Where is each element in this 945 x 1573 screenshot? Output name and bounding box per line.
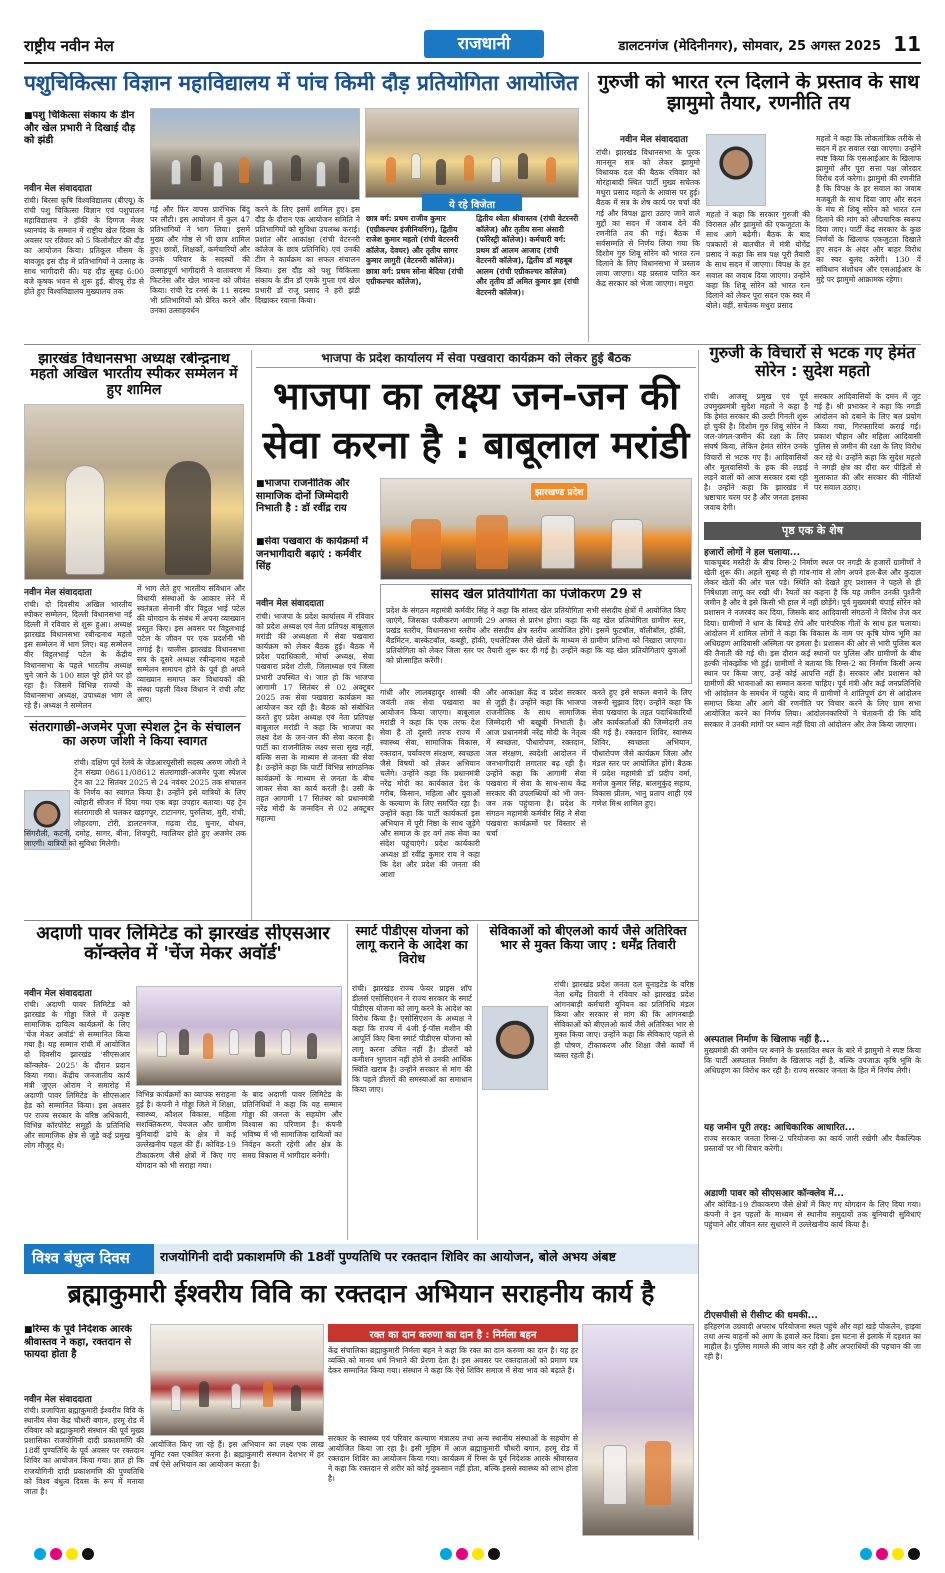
registration-mark-cyan: [34, 1548, 46, 1560]
adani-byline: नवीन मेल संवाददाता: [24, 989, 92, 998]
continued-section-bar: पृष्ठ एक के शेष: [704, 522, 921, 540]
section-divider: [24, 920, 698, 921]
dateline: डालटनगंज (मेदिनीनगर), सोमवार, 25 अगस्त 2025: [618, 39, 881, 54]
gurujee-vichar-headline: गुरुजी के विचारों से भटक गए हेमंत सोरेन : सुदेश महतो: [709, 344, 916, 380]
registration-mark-yellow: [892, 1548, 904, 1560]
bandhutva-text-col-1: रांची। प्रजापिता ब्रह्माकुमारी ईश्वरीय विवि के स्थानीय सेवा केंद्र चौधरी बगान, हरमू रोड में रविवार को ब्रह्माकुमारी संस्थान की पूर्व मुख्य प्रशासिका राजयोगिनी दादी प्रकाशमणि की 18वीं पुण्यतिथि के पूर्व अवसर पर रक्तदान शिविर का आयोजन किया गया। ज्ञात हो कि राजयोगिनी दादी प्रकाशमणि की पुण्यतिथि को विश्व बंधुत्व दिवस के रूप में मनाया जाता है।: [24, 1406, 144, 1496]
column-divider: [588, 72, 589, 342]
registration-mark-magenta: [50, 1548, 62, 1560]
race-subheadline: ■ पशु चिकित्सा संकाय के डीन और खेल प्रभारी ने दिखाई दौड़ को झंडी: [24, 110, 144, 176]
bandhutva-byline: नवीन मेल संवाददाता: [24, 1395, 92, 1404]
race-text-col-2: गई और फिर वापस प्रारंभिक बिंदु पर लौटी। इस आयोजन में कुल 47 प्रतिभागियों ने भाग लिया। इसमें मुख्य और गोष्ठ से भी छात्र शामिल हुए। छात्रों, शिक्षकों, कर्मचारियों और उनके परिवार के सदस्यों की उत्साहपूर्ण भागीदारी ने वातावरण में फिटनेस और खेल भावना को जीवंत किया। रांची रेड रनर्स के 11 सदस्य भी प्रतिभागियों को प्रेरित करने और उनका उत्साहवर्धन: [150, 205, 250, 315]
winners-photo: [365, 108, 579, 198]
santragachi-body: रांची। दक्षिण पूर्व रेलवे के जेडआरयूसीसी सदस्य अरुण जोशी ने ट्रेन संख्या 08611/08612 संतरागाछी-अजमेर पूजा स्पेशल ट्रेन का 22 सितंबर 2025 से 24 नवंबर 2025 तक संचालन के निर्णय का स्वागत किया है। उन्होंने इसे यात्रियों के लिए त्योहारी सीजन में दिया गया एक बड़ा उपहार बताया। यह ट्रेन संतरागाछी से चलकर खड़गपुर, टाटानगर, पुरुलिया, मुरी, रांची, लोहरदगा, टोरी, डालटनगंज, गढ़वा रोड, चुनार, योधन, सिंगरौली, कटनी, दमोह, सागर, बीना, शिवपुरी, ग्वालियर होते हुए अजमेर तक जाएगी। यात्रियों को सुविधा मिलेगी।: [24, 758, 246, 848]
column-divider: [251, 350, 252, 920]
race-byline: नवीन मेल संवाददाता: [24, 184, 92, 193]
bjp-text-col-3: और आकांक्षा केंद्र व प्रदेश सरकार से जुड़ी है। उन्होंने कहा कि भाजपा राजनीतिक के साथ सामाजिक जिम्मेदारी भी बखूबी निभाती है। आज प्रधानमंत्री नरेंद्र मोदी के नेतृत्व में स्वच्छता, पौधारोपण, रक्तदान, जल संरक्षण, स्वदेशी आदोलन में जनभागीदारी लगातार बढ़ रही है। उन्होंने कहा कि आगामी सेवा पखवारा में सेवा के साथ-साथ केंद्र सरकार की उपलब्धियों को भी जन-जन तक पहुंचाना है। प्रदेश के संगठन महामंत्री कर्मवीर सिंह ने सेवा पखवारा कार्यक्रमों पर विस्तार से चर्चा: [486, 688, 586, 839]
sansad-khel-headline: सांसद खेल प्रतियोगिता का पंजीकरण 29 से: [430, 588, 642, 602]
continued-subtitle-3: अडाणी पावर को सीएसआर कॉन्क्लेव में...: [704, 1189, 844, 1198]
bjp-byline: नवीन मेल संवाददाता: [256, 599, 324, 608]
registration-mark-black: [488, 1548, 500, 1560]
bandhutva-text-col-3: आयोजित किए जा रहे हैं। इस अभियान का लक्ष्य एक लाख यूनिट रक्त एकत्रित करना है। ब्रह्माकुमारी संस्थान देशभर में हर वर्ष ऐसे अभियान का आयोजन करता है।: [150, 1440, 324, 1470]
column-divider: [698, 350, 699, 920]
adani-text-col-3: के बाद अदाणी पावर लिमिटेड के प्रतिनिधियों ने कहा कि यह सम्मान गोड्डा की जनता के सहयोग और विश्वास का परिणाम है। कंपनी भविष्य में भी सामाजिक दायित्वों का निर्वहन करती रहेगी और क्षेत्र के समग्र विकास में भागीदार बनेगी।: [242, 1090, 342, 1160]
guruji-byline: नवीन मेल संवाददाता: [620, 135, 688, 144]
race-text-col-1: रांची। बिरसा कृषि विश्वविद्यालय (बीएयू) के रांची पशु चिकित्सा विज्ञान एवं पशुपालन महाविद्यालय ने हॉकी के दिग्गज मेजर ध्यानचंद के सम्मान में राष्ट्रीय खेल दिवस के अवसर पर रविवार को 5 किलोमीटर की दौड़ का आयोजन किया। प्रतिकूल मौसम के बावजूद इस दौड़ में प्रतिभागियों ने उत्साह के साथ भागीदारी की। यह दौड़ सुबह 6:00 बजे कृषक भवन से शुरू हुई, बीएयू रोड से होते हुए विश्वविद्यालय मुख्यालय तक: [24, 196, 144, 296]
bandhutva-kicker: राजयोगिनी दादी प्रकाशमणि की 18वीं पुण्यतिथि पर रक्तदान शिविर का आयोजन, बोले अभय अंबष्ट: [160, 1250, 616, 1264]
registration-mark-cyan: [860, 1548, 872, 1560]
bjp-text-col-2: गांधी और लालबहादुर शास्त्री की जयंती तक सेवा पखवारा का आयोजन किया जाएगा। बाबूलाल मरांडी ने कहा कि एक तरफ देश सेवा है तो दूसरी तरफ राज्य में स्वास्थ्य सेवा, सामाजिक विकास, रक्तदान, पर्यावरण संरक्षण, स्वच्छता जैसे विषयों को लेकर अभियान चलेंगे। उन्होंने कहा कि प्रधानमंत्री नरेंद्र मोदी का कार्यकाल देश के गरीब, किसान, महिला और युवाओं के कल्याण के लिए समर्पित रहा है। उन्होंने कहा कि पार्टी कार्यकर्ता इस अभियान में पूरी निष्ठा के साथ जुड़ेंगे और समाज के हर वर्ग तक सेवा का संदेश पहुंचाएंगे। प्रदेश कार्यकारी अध्यक्ष डॉ रवींद्र कुमार राय ने कहा कि देश और प्रदेश की जनता की आशा: [380, 688, 480, 879]
section-divider: [24, 716, 246, 717]
bandhutva-quote-ribbon: रक्त का दान करुणा का दान है : निर्मला बहन: [328, 1324, 578, 1342]
bandhutva-banner: विश्व बंधुत्व दिवस: [24, 1244, 154, 1274]
column-divider: [698, 920, 699, 1540]
smart-pds-text: रांची। झारखंड राज्य फेयर प्राइस शॉप डीलर्स एसोसिएशन ने राज्य सरकार के स्मार्ट पीडीएस योजना को लागू करने के आदेश का विरोध किया है। एसोसिएशन के अध्यक्ष ने कहा कि राज्य में 4जी ई-पॉस मशीन की आपूर्ति किए बिना स्मार्ट पीडीएस योजना को लागू करना उचित नहीं है। डीलरों को कमीशन भुगतान नहीं होने से उनकी आर्थिक स्थिति खराब है। उन्होंने सरकार से मांग की कि पहले डीलरों की समस्याओं का समाधान किया जाए।: [352, 984, 472, 1094]
race-text-col-3: करने के लिए इसमें शामिल हुए। इस दौड़ के दौरान एक आयोजन समिति ने प्रतिभागियों को सुविधा उपलब्ध कराई। प्रशांत और आकांक्षा (रांची वेटरनरी कॉलेज के छात्र प्रतिनिधि) एवं उनकी टीम ने कार्यक्रम का सफल संचालन किया। इस दौड़ को पशु चिकित्सा संकाय के डीन डॉ एमके गुप्ता एवं खेल प्रभारी डॉ राजू प्रसाद ने हरी झंडी दिखाकर रवाना किया।: [255, 205, 360, 305]
bandhutva-text-col-4: सरकार के स्वास्थ्य एवं परिवार कल्याण मंत्रालय तथा अन्य स्थानीय संस्थाओं के सहयोग से आयोजित किया जा रहा है। इसी मुहिम में आज ब्रह्माकुमारी चौधरी बगान, हरमू रोड में रक्तदान शिविर का आयोजन किया गया। कार्यक्रम में रिम्स के पूर्व निदेशक आरके श्रीवास्तव ने कहा कि रक्तदान से शरीर को कोई नुकसान नहीं होता, बल्कि इससे स्वास्थ्य को लाभ होता है।: [328, 1434, 578, 1484]
speaker-text-col-1: रांची। दो दिवसीय अखिल भारतीय स्पीकर सम्मेलन, दिल्ली विधानसभा नई दिल्ली में रविवार से शुरू हुआ। अध्यक्ष झारखंड विधानसभा रबीन्द्रनाथ महतो इस सम्मेलन में भाग लिए। यह सम्मेलन वीर विट्ठलभाई पटेल के केंद्रीय विधानसभा के पहले भारतीय अध्यक्ष चुने जाने के 100 साल पूरे होने पर हो रहा है। जिसमें विभिन्न राज्यों के विधानसभा अध्यक्ष, उपाध्यक्ष भाग ले रहे हैं। अध्यक्ष ने सम्मेलन: [24, 600, 132, 710]
bloe-body: रांची। झारखंड प्रदेश जनता दल यूनाइटेड के वरिष्ठ नेता धर्मेंद्र तिवारी ने रविवार को झारखंड प्रदेश आंगनबाड़ी कर्मचारी यूनियन का प्रतिनिधि मंडल किया और सरकार से मांग की कि आंगनबाड़ी सेविकाओं को बीएलओ कार्य जैसे अतिरिक्त भार से मुक्त किया जाए। उन्होंने कहा कि सेविकाएं पहले से ही पोषण, टीकाकरण और शिक्षा जैसे कार्यों में व्यस्त रहती हैं।: [554, 980, 694, 1060]
column-divider: [347, 924, 348, 1240]
registration-mark-magenta: [456, 1548, 468, 1560]
registration-mark-magenta: [876, 1548, 888, 1560]
bjp-photo-banner: झारखण्ड प्रदेश: [531, 483, 587, 500]
bandhutva-text-col-2: केंद्र संचालिका ब्रह्माकुमारी निर्मला बहन ने कहा कि रक्त का दान करुणा का दान है। यह हर व्यक्ति को मानव धर्म निभाने की प्रेरणा देता है। इस अवसर पर रक्तदाताओं को प्रमाण पत्र देकर सम्मानित किया गया। संस्थान ने कहा कि ऐसे शिविर समाज में सेवा भाव को बढ़ाते हैं।: [328, 1346, 578, 1376]
adani-headline: अदाणी पावर लिमिटेड को झारखंड सीएसआर कॉन्क्लेव में 'चेंज मेकर अवॉर्ड': [36, 924, 330, 964]
sansad-khel-text: प्रदेश के संगठन महामंत्री कर्मवीर सिंह ने कहा कि सांसद खेल प्रतियोगिता सभी संसदीय क्षेत्रों में आयोजित किए जाएंगे, जिसका पंजीकरण आगामी 29 अगस्त से प्रारंभ होगा। कहा कि यह खेल प्रतियोगिता ग्रामीण स्तर, प्रखंड स्तरीय, विधानसभा स्तरीय और संसदीय क्षेत्र स्तरीय आयोजित होंगे। इसमें फुटबॉल, वॉलीबॉल, हॉकी, बैडमिंटन, बास्केटबॉल, कबड्डी, हॉकी, एथलेटिक्स जैसे खेलों के माध्यम से ग्रामीण प्रतिभा को निखारा जाएगा। प्रतियोगिता को लेकर जिला स्तर पर तैयारी शुरू कर दी गई है। उन्होंने कहा कि यह खेल प्रतियोगिताएं युवाओं को प्रोत्साहित करेंगी।: [386, 606, 686, 666]
continued-title: हजारों लोगों ने हल चलाया...: [704, 548, 800, 557]
paper-name: राष्ट्रीय नवीन मेल: [24, 37, 114, 55]
blood-donation-photo-1: [150, 1324, 324, 1436]
smart-pds-headline: स्मार्ट पीडीएस योजना को लागू कराने के आदेश का विरोध: [355, 924, 469, 966]
winners-ribbon: ये रहे विजेता: [422, 194, 522, 211]
race-photo-1: [150, 108, 360, 200]
registration-mark-black: [82, 1548, 94, 1560]
bjp-headline: भाजपा का लक्ष्य जन-जन की सेवा करना है : बाबूलाल मरांडी: [262, 374, 690, 467]
blood-donation-photo-2: [582, 1324, 694, 1536]
continued-text-col-5: हरिहरगंज उग्रवादी अपराध परियोजना स्थल पहुंचे और वहां खड़े पोकलेन, हाइवा तथा अन्य वाहनों को आग के हवाले कर दिया। इस घटना से इलाके में दहशत का माहौल है। पुलिस मामले की जांच कर रही है और अपराधियों की पहचान की जा रही है।: [704, 1322, 921, 1362]
continued-subtitle-2: यह जमीन पूरी तरह: आधिकारिक आधारित...: [704, 1123, 856, 1132]
guruji-portrait: [706, 134, 766, 206]
speaker-text-col-2: में भाग लेते हुए भारतीय संविधान और विधायी संस्थाओं के आकार लेने में स्वतंत्रता सेनानी वीर विट्ठल भाई पटेल की योगदान के संबंध में अपना व्याख्यान प्रस्तुत किए। इस अवसर पर विट्ठलभाई पटेल के जीवन पर एक प्रदर्शनी भी लगाई है। चालीस झारखंड विधानसभा सत्र के दूसरे अध्यक्ष रबीन्द्रनाथ महतो सम्मेलन समापन होने के पूर्व ही अपने व्याख्यान समाप्त कर विधायकों की संस्था पहली विश्व विधान ने रांची लौट आए।: [137, 584, 245, 705]
page-number: 11: [893, 32, 921, 56]
bjp-kicker: भाजपा के प्रदेश कार्यालय में सेवा पखवारा कार्यक्रम को लेकर हुई बैठक: [256, 352, 696, 368]
santragachi-headline: संतरागाछी-अजमेर पूजा स्पेशल ट्रेन के संचालन का अरुण जोशी ने किया स्वागत: [29, 720, 241, 748]
continued-text-col-2: मुख्यमंत्री की जमीन पर बनाने के प्रस्तावित स्थल के बारे में झामुमो ने स्पष्ट किया कि पार्टी अस्पताल निर्माण के खिलाफ नहीं है, बल्कि उपजाऊ कृषि भूमि के अधिग्रहण का विरोध कर रही है। राज्य सरकार जनता के हित में निर्णय लेगी।: [704, 1046, 921, 1076]
section-label: राजधानी: [424, 30, 544, 58]
gurujee-vichar-text-col-1: रांची। आजसू प्रमुख एवं पूर्व उपमुख्यमंत्री सुदेश महतो ने कहा है कि हेमंत सरकार की उल्टी गिनती शुरू हो चुकी है। दिशोम गुरु शिबू सोरेन ने जल-जंगल-जमीन की रक्षा के लिए संघर्ष किया, लेकिन हेमंत सोरेन उनके विचारों से भटक गए हैं। आदिवासियों और मूलवासियों के हक की लड़ाई लड़ने वालों को आज सरकार दबा रही है। उन्होंने कहा कि झारखंड में भ्रष्टाचार चरम पर है और जनता इसका जवाब देगी।: [704, 392, 808, 513]
speaker-photo: [24, 404, 244, 580]
bjp-text-col-4: करते हुए इसे सफल बनाने के लिए जरूरी सुझाव दिए। उन्होंने कहा कि सेवा पखवारा के तहत पदाधिकारियों और कार्यकर्ताओं की जिम्मेदारी तय की गई है। रक्तदान शिविर, स्वास्थ्य शिविर, स्वच्छता अभियान, पौधारोपण जैसे कार्यक्रम जिला और मंडल स्तर पर आयोजित होंगे। बैठक में प्रदेश महामंत्री डॉ प्रदीप वर्मा, मनोज कुमार सिंह, बालमुकुंद सहाय, विकास प्रीतम, भानु प्रताप शाही एवं गणेश मिश्र शामिल हुए।: [592, 688, 692, 809]
guruji-text-col-3: महतो ने कहा कि लोकतांत्रिक तरीके से सदन में हर सवाल रखा जाएगा। उन्होंने स्पष्ट किया कि एसआईआर के खिलाफ झामुमो और पूरा सत्ता पक्ष जोरदार विरोध दर्ज करेगा। झामुमो की रणनीति है कि विपक्ष के हर सवाल का जवाब मजबूती के साथ दिया जाए और सदन के मंच से शिबू सोरेन को भारत रत्न दिलाने की मांग को औपचारिक स्वरूप दिया जाए। पार्टी केंद्र सरकार के कुछ निर्णयों के खिलाफ एकजुटता दिखाते हुए सदन के अंदर और बाहर विरोध का स्वर बुलंद करेगी। 130 वें संविधान संशोधन और एसआईआर के मुद्दे पर झामुमो आक्रामक रहेगा।: [816, 134, 921, 285]
continued-subtitle-1: अस्पताल निर्माण के खिलाफ नहीं है...: [704, 1035, 830, 1044]
bjp-meeting-photo: [380, 478, 692, 580]
gurujee-vichar-text-col-2: सरकार आदिवासियों के दमन में जुट गई है। श्री प्रभाकर ने कहा कि नगड़ी आंदोलन को दबाने के लिए बल प्रयोग किया गया, गिरफ्तारियां कराई गईं। प्रकाश चौहान और महिला आदिवासी पुलिस से जमीन की रक्षा के लिए विरोध कर रहे थे। उन्होंने कहा कि सुदेश महतो ने नगड़ी क्षेत्र का दौरा कर पीड़ितों से मुलाकात की और सरकार की नीतियों पर सवाल उठाए।: [814, 392, 921, 492]
winners-list-col-2: द्वितीय श्वेता श्रीवास्तव (रांची वेटरनरी कॉलेज) और तृतीय सना अंसारी (फॉरेस्ट्री कॉलेज)। कर्मचारी वर्ग: प्रथम डॉ आलम आजाद (रांची वेटरनरी कॉलेज), द्वितीय डॉ महबूब आलम (रांची एग्रीकल्चर कॉलेज) और तृतीय डॉ अमित कुमार झा (रांची वेटरनरी कॉलेज)।: [476, 214, 579, 297]
registration-mark-cyan: [440, 1548, 452, 1560]
adani-text-col-1: रांची। अदाणी पावर लिमिटेड को झारखंड के गोड्डा जिले में उत्कृष्ट सामाजिक दायित्व कार्यक्रमों के लिए 'चेंज मेकर अवॉर्ड' से सम्मानित किया गया है। यह सम्मान रांची में आयोजित दो दिवसीय झारखंड 'सीएसआर कॉन्क्लेव- 2025' के दौरान प्रदान किया गया। केंद्रीय जनजातीय कार्य मंत्री जुएल ओराम ने समारोह में अदाणी पावर लिमिटेड के सीएसआर हेड को सम्मानित किया। इस अवसर पर राज्य सरकार के वरिष्ठ अधिकारी, विभिन्न कॉरपोरेट समूहों के प्रतिनिधि और सामाजिक क्षेत्र से जुड़े कई प्रमुख लोग मौजूद थे।: [24, 1000, 130, 1151]
bandhutva-headline: ब्रह्माकुमारी ईश्वरीय विवि का रक्तदान अभियान सराहनीय कार्य है: [67, 1280, 655, 1308]
bloe-headline: सेविकाओं को बीएलओ कार्य जैसे अतिरिक्त भार से मुक्त किया जाए : धर्मेंद्र तिवारी: [489, 924, 687, 952]
registration-mark-yellow: [472, 1548, 484, 1560]
masthead: [24, 30, 921, 64]
bloe-text: [482, 980, 694, 1236]
adani-text-col-2: विभिन्न कार्यक्रमों का व्यापक सराहना हुई है। कंपनी ने गोड्डा जिले में शिक्षा, स्वास्थ्य, कौशल विकास, महिला सशक्तिकरण, पेयजल और ग्रामीण बुनियादी ढांचे के क्षेत्र में कई उल्लेखनीय पहल की हैं। कोविड-19 टीकाकरण जैसे क्षेत्रों में किए गए योगदान को भी सराहा गया।: [136, 1090, 236, 1170]
continued-text-col-4: और कोविड-19 टीकाकरण जैसे क्षेत्रों में किए गए योगदान के लिए दिया गया। कंपनी ने इन पहलों के माध्यम से स्थानीय समुदायों तक बुनियादी सुविधाएं पहुंचाने और जीवन स्तर सुधारने में उल्लेखनीय कार्य किया है।: [704, 1200, 921, 1230]
bjp-subheadline-2: ■ सेवा पखवारा के कार्यक्रमों में जनभागीदारी बढ़ाएं : कर्मवीर सिंह: [256, 536, 374, 590]
guruji-text-col-1: रांची। झारखंड विधानसभा के पूरक मानसून सत्र को लेकर झामुमो विधायक दल की बैठक रविवार को मोरहाबादी स्थित पार्टी मुख्य सचेतक मथुरा प्रसाद महतो के आवास पर हुई। बैठक में सत्र के शेष कार्य पर चर्चा की गई और विपक्ष द्वारा उठाए जाने वाले मुद्दों का सदन में जवाब देने की रणनीति तय की गई। बैठक में सर्वसम्मति से निर्णय लिया गया कि दिशोम गुरु शिबू सोरेन को भारत रत्न दिलाने के लिए विधानसभा में प्रस्ताव लाया जाएगा। यह प्रस्ताव पारित कर केंद्र सरकार को भेजा जाएगा। मथुरा: [596, 148, 700, 289]
winners-list-col-1: छात्र वर्ग: प्रथम राजीव कुमार (एग्रीकल्चर इंजीनियरिंग), द्वितीय राजेश कुमार महतो (रांची वेटरनरी कॉलेज, देवघर) और तृतीय सागर कुमार लागुरी (वेटरनरी कॉलेज)। छात्रा वर्ग: प्रथम सोना बेदिया (रांची एग्रीकल्चर कॉलेज),: [366, 214, 464, 286]
continued-text-col-1: चाकचूबंद मस्तैदी के बीच रिम्स-2 निर्माण स्थल पर नगड़ी के हजारों ग्रामीणों ने खेती शुरू की। अहले सुबह से ही गांव-गांव से लोग अपने हल-बैल और कुदाल लेकर खेतों की ओर चल पड़े। स्थिति को देखते हुए प्रशासन ने पहले से ही निषेधाज्ञा लागू कर रखी थी। रैयतों का कहना है कि यह जमीन उनकी पुश्तैनी जमीन है और वे इसे किसी भी हाल में नहीं छोड़ेंगे। पूर्व मुख्यमंत्री चंपाई सोरेन को प्रशासन ने नजरबंद कर दिया, जिसके बाद आदिवासी संगठनों ने विरोध तेज कर दिया। ग्रामीणों ने धान के बिचड़े रोपे और पारंपरिक गीतों के साथ हल चलाया। आंदोलन में शामिल लोगों ने कहा कि विकास के नाम पर कृषि योग्य भूमि का अधिग्रहण आदिवासी अस्मिता पर हमला है। प्रशासन की ओर से भारी पुलिस बल की तैनाती की गई थी। इस दौरान कई स्थानों पर पुलिस और ग्रामीणों के बीच हल्की नोकझोंक भी हुई। ग्रामीणों ने बताया कि रिम्स-2 का निर्माण किसी अन्य स्थान पर किया जाए, उन्हें कोई आपत्ति नहीं है। सरकार और प्रशासन को ग्रामीणों की भावनाओं का सम्मान करना चाहिए। पूर्व मंत्री और कई जनप्रतिनिधि भी आंदोलन के समर्थन में पहुंचे। बाद में ग्रामीणों ने शांतिपूर्ण ढंग से आंदोलन समाप्त किया और आगे की रणनीति पर विचार करने के लिए ग्राम सभा आयोजित करने का निर्णय लिया। आंदोलनकारियों ने चेतावनी दी कि यदि सरकार ने उनकी मांगों पर ध्यान नहीं दिया तो आंदोलन और तेज किया जाएगा।: [704, 558, 921, 729]
continued-text-col-3: राज्य सरकार जनता रिम्स-2 परियोजना का कार्य जारी रखेगी और वैकल्पिक प्रस्तावों पर भी विचार करेगी।: [704, 1134, 921, 1154]
guruji-headline: गुरुजी को भारत रत्न दिलाने के प्रस्ताव के साथ झामुमो तैयार, रणनीति तय: [597, 72, 920, 114]
adani-award-photo: [136, 986, 342, 1086]
registration-mark-yellow: [66, 1548, 78, 1560]
registration-mark-black: [908, 1548, 920, 1560]
speaker-headline: झारखंड विधानसभा अध्यक्ष रबीन्द्रनाथ महतो अखिल भारतीय स्पीकर सम्मेलन में हुए शामिल: [30, 352, 238, 398]
santragachi-text: [24, 758, 246, 916]
bjp-text-col-1: रांची। भाजपा के प्रदेश कार्यालय में रविवार को प्रदेश अध्यक्ष एवं नेता प्रतिपक्ष बाबूलाल मरांडी की अध्यक्षता में सेवा पखवारा कार्यक्रम को लेकर बैठक हुई। बैठक में प्रदेश पदाधिकारी, मोर्चा अध्यक्ष, सेवा पखवारा प्रदेश टोली, जिलाध्यक्ष एवं जिला प्रभारी उपस्थित थे। जात हो कि भाजपा आगामी 17 सितंबर से 02 अक्टूबर 2025 तक सेवा पखवारा कार्यक्रम का आयोजन कर रही है। बैठक को संबोधित करते हुए प्रदेश अध्यक्ष एवं नेता प्रतिपक्ष बाबूलाल मरांडी ने कहा कि भाजपा का लक्ष्य देश के जन-जन की सेवा करना है। पार्टी का राजनीतिक लक्ष्य सत्ता सुख नहीं, बल्कि सत्ता के माध्यम से जनता की सेवा है। उन्होंने कहा कि पार्टी विभिन्न सांगठनिक कार्यक्रमों के माध्यम से जनता के बीच जाकर सेवा का कार्य करती है। उसी के तहत आगामी 17 सितंबर को प्रधानमंत्री नरेंद्र मोदी के जन्मदिन से 02 अक्टूबर महात्मा: [256, 612, 374, 823]
speaker-byline: नवीन मेल संवाददाता: [24, 588, 92, 597]
guruji-text-col-2: महतो ने कहा कि सरकार गुरुजी की विरासत और झामुमो की एकजुटता के साथ आगे बढ़ेगी। बैठक के बाद पत्रकारों से बातचीत में मंत्री योगेंद्र प्रसाद ने कहा कि सत्र पक्ष पूरी तैयारी के साथ सदन में जाएगा। विपक्ष के हर सवाल का जवाब दिया जाएगा। उन्होंने कहा कि शिबू सोरेन को भारत रत्न दिलाने को लेकर पूरा सदन एक स्वर में बोले। वहीं, सचेतक मथुरा प्रसाद: [706, 210, 810, 310]
column-divider: [477, 924, 478, 1240]
continued-subtitle-4: टीएसपीसी से रीसीप्ट की धमकी...: [704, 1311, 818, 1320]
bandhutva-subheadline: ■ रिम्स के पूर्व निदेशक आरके श्रीवास्तव ने कहा, रक्तदान से फायदा होता है: [24, 1324, 144, 1388]
bjp-subheadline-1: ■ भाजपा राजनीतिक और सामाजिक दोनों जिम्मेदारी निभाती है : डॉ रवींद्र राय: [256, 478, 374, 532]
race-headline: पशुचिकित्सा विज्ञान महाविद्यालय में पांच किमी दौड़ प्रतियोगिता आयोजित: [24, 72, 579, 95]
